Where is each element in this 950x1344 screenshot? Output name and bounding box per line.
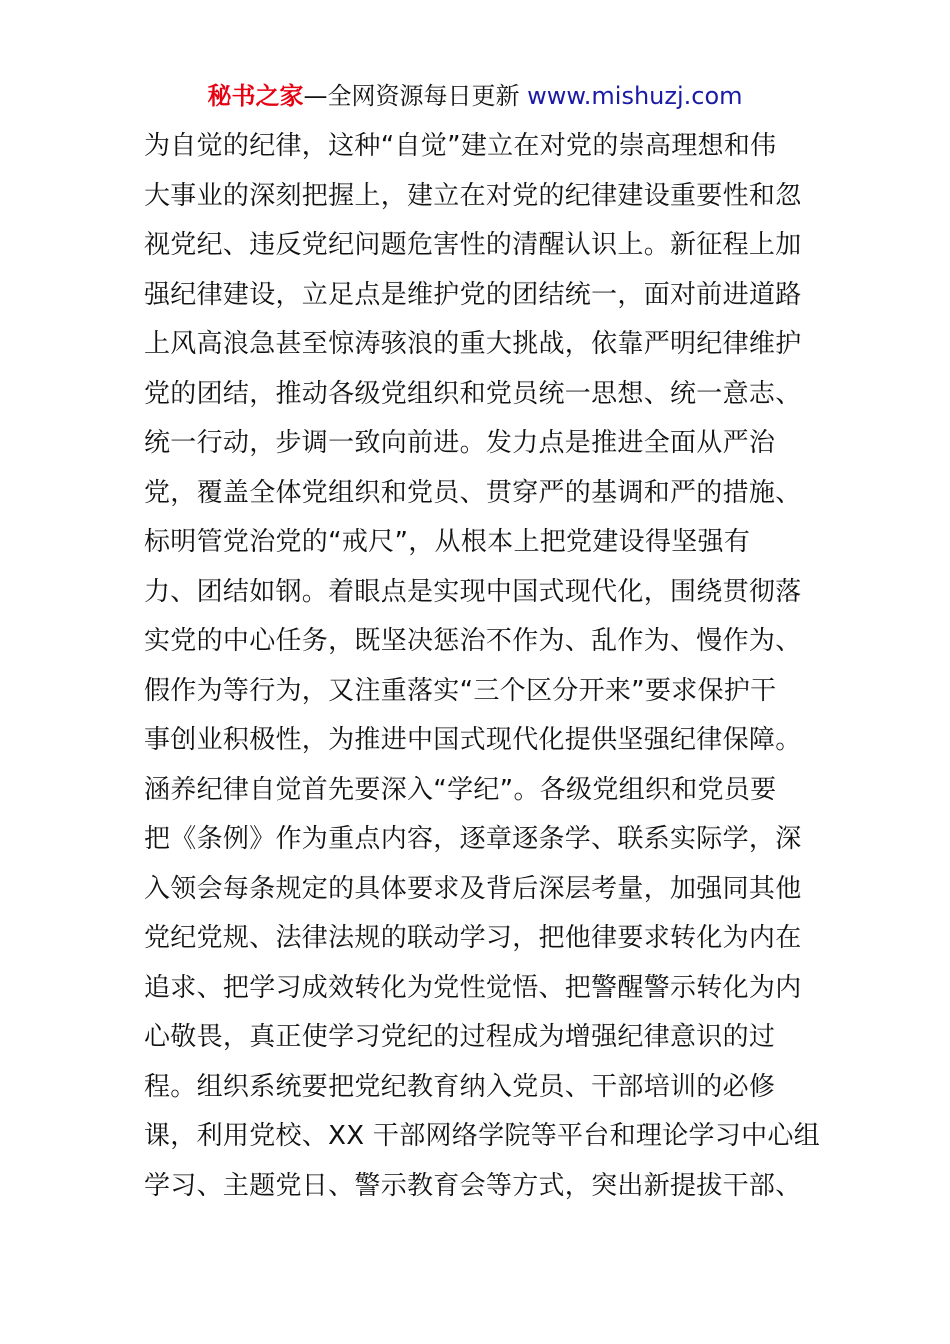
text-line: 事创业积极性，为推进中国式现代化提供坚强纪律保障。 — [144, 725, 802, 755]
text-line: 党纪党规、法律法规的联动学习，把他律要求转化为内在 — [144, 923, 802, 953]
text-line: 大事业的深刻把握上，建立在对党的纪律建设重要性和忽 — [144, 180, 802, 211]
text-line: 上风高浪急甚至惊涛骇浪的重大挑战，依靠严明纪律维护 — [144, 329, 802, 359]
text-line: 课，利用党校、XX 干部网络学院等平台和理论学习中心组 — [144, 1121, 820, 1151]
body-text — [144, 122, 820, 1211]
header-url-link[interactable]: www.mishuzj.com — [527, 82, 743, 110]
text-line: 学习、主题党日、警示教育会等方式，突出新提拔干部、 — [144, 1170, 802, 1201]
header-brand: 秘书之家 — [207, 82, 304, 110]
page-header — [0, 80, 950, 112]
text-line: 入领会每条规定的具体要求及背后深层考量，加强同其他 — [144, 873, 802, 904]
text-line: 标明管党治党的“戒尺”，从根本上把党建设得坚强有 — [144, 527, 751, 557]
text-line: 党的团结，推动各级党组织和党员统一思想、统一意志、 — [144, 378, 802, 409]
text-line: 为自觉的纪律，这种“自觉”建立在对党的崇高理想和伟 — [144, 131, 777, 161]
text-line: 程。组织系统要把党纪教育纳入党员、干部培训的必修 — [144, 1071, 776, 1102]
header-tagline: —全网资源每日更新 — [303, 82, 528, 110]
text-line: 实党的中心任务，既坚决惩治不作为、乱作为、慢作为、 — [144, 626, 802, 656]
text-line: 党，覆盖全体党组织和党员、贯穿严的基调和严的措施、 — [144, 477, 802, 508]
text-line: 追求、把学习成效转化为党性觉悟、把警醒警示转化为内 — [144, 972, 802, 1003]
text-line: 统一行动，步调一致向前进。发力点是推进全面从严治 — [144, 428, 776, 458]
text-line: 把《条例》作为重点内容，逐章逐条学、联系实际学，深 — [144, 824, 802, 854]
text-line: 假作为等行为，又注重落实“三个区分开来”要求保护干 — [144, 675, 777, 706]
text-line: 涵养纪律自觉首先要深入“学纪”。各级党组织和党员要 — [144, 774, 777, 805]
text-line: 强纪律建设，立足点是维护党的团结统一，面对前进道路 — [144, 279, 802, 310]
text-line: 视党纪、违反党纪问题危害性的清醒认识上。新征程上加 — [144, 230, 802, 260]
text-line: 力、团结如钢。着眼点是实现中国式现代化，围绕贯彻落 — [144, 576, 802, 607]
text-line: 心敬畏，真正使学习党纪的过程成为增强纪律意识的过 — [144, 1022, 776, 1052]
